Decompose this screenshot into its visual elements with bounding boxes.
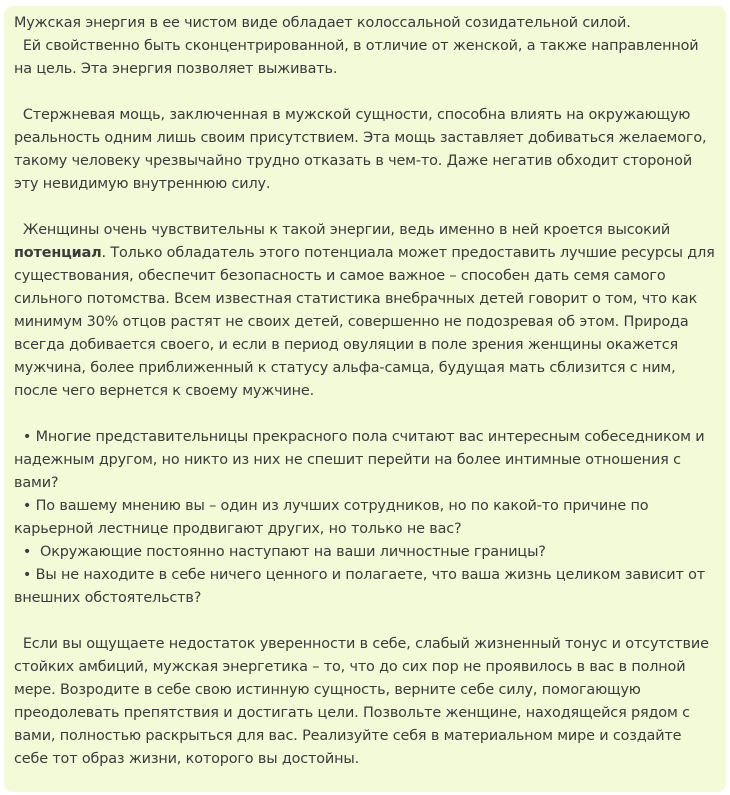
paragraph-spacer bbox=[14, 81, 716, 104]
paragraph-3-end: . Только обладатель этого потенциала может предоставить лучшие ресурсы для существования, обеспечит безопасность и самое важное – способен дать семя самого сильного потомства. Всем известная статистика внебрачных детей говорит о том, что как минимум 30% отцов растят не своих детей, совершенно не подозревая об этом. Природа всегда добивается своего, и если в период овуляции в поле зрения женщины окажется мужчина, более приближенный к статусу альфа-самца, будущая мать сблизится с ним, после чего вернется к своему мужчине. bbox=[14, 245, 720, 399]
list-item: • Вы не находите в себе ничего ценного и полагаете, что ваша жизнь целиком зависит от внешних обстоятельств? bbox=[14, 567, 710, 606]
list-item: • Окружающие постоянно наступают на ваши личностные границы? bbox=[14, 544, 546, 560]
paragraph-spacer bbox=[14, 403, 716, 426]
paragraph-3 bbox=[14, 219, 720, 403]
question-list bbox=[14, 426, 716, 610]
intro-line-1: Мужская энергия в ее чистом виде обладает колоссальной созидательной силой. bbox=[14, 15, 631, 31]
paragraph-3-bold-word: потенциал bbox=[14, 245, 102, 261]
paragraph-3-start: Женщины очень чувствительны к такой энергии, ведь именно в ней кроется высокий bbox=[14, 222, 675, 238]
paragraph-spacer bbox=[14, 610, 716, 633]
paragraph-5: Если вы ощущаете недостаток уверенности в себе, слабый жизненный тонус и отсутствие стойких амбиций, мужская энергетика – то, что до сих пор не проявилось в вас в полной мере. Возродите в себе свою истинную сущность, верните себе силу, помогающую преодолевать препятствия и достигать цели. Позвольте женщине, находящейся рядом с вами, полностью раскрыться для вас. Реализуйте себя в материальном мире и создайте себе тот образ жизни, которого вы достойны. bbox=[14, 636, 714, 767]
paragraph-2: Стержневая мощь, заключенная в мужской сущности, способна влиять на окружающую реальность одним лишь своим присутствием. Эта мощь заставляет добиваться желаемого, такому человеку чрезвычайно трудно отказать в чем-то. Даже негатив обходит стороной эту невидимую внутреннюю силу. bbox=[14, 107, 711, 192]
paragraph-spacer bbox=[14, 196, 716, 219]
article-panel bbox=[4, 6, 726, 792]
list-item: • По вашему мнению вы – один из лучших сотрудников, но по какой-то причине по карьерной лестнице продвигают других, но только не вас? bbox=[14, 498, 653, 537]
intro-line-2: Ей свойственно быть сконцентрированной, в отличие от женской, а также направленной на цель. Эта энергия позволяет выживать. bbox=[14, 38, 703, 77]
list-item: • Многие представительницы прекрасного пола считают вас интересным собеседником и надежным другом, но никто из них не спешит перейти на более интимные отношения с вами? bbox=[14, 429, 709, 491]
